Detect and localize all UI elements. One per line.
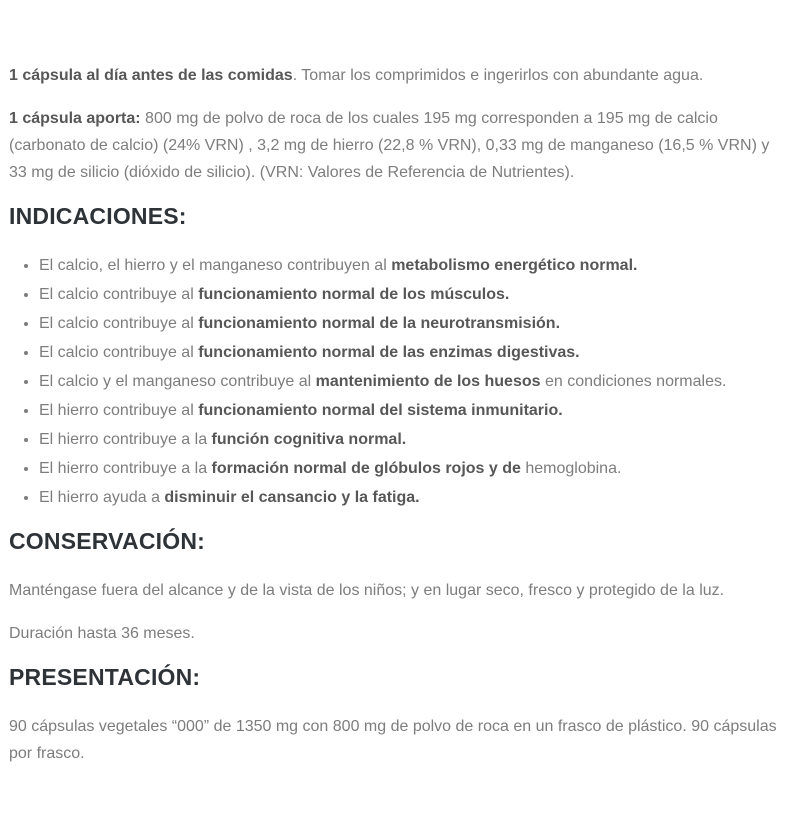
list-item xyxy=(39,397,788,424)
item-bold: formación normal de glóbulos rojos y de xyxy=(211,460,521,477)
item-pre: El hierro contribuye al xyxy=(39,402,199,419)
item-bold: funcionamiento normal de la neurotransmisión. xyxy=(198,315,561,332)
item-bold: metabolismo energético normal. xyxy=(391,257,638,274)
item-pre: El hierro contribuye a la xyxy=(39,431,212,448)
list-item xyxy=(39,484,788,511)
list-item xyxy=(39,281,788,308)
list-item xyxy=(39,455,788,482)
item-post: hemoglobina. xyxy=(520,460,622,477)
list-item xyxy=(39,339,788,366)
section-heading-conservacion: CONSERVACIÓN: xyxy=(9,528,205,554)
presentation-paragraph: 90 cápsulas vegetales “000” de 1350 mg con 800 mg de polvo de roca en un frasco de plástico. 90 cápsulas por frasco. xyxy=(9,718,777,762)
list-item xyxy=(39,426,788,453)
item-pre: El calcio y el manganeso contribuye al xyxy=(39,373,316,390)
list-item xyxy=(39,368,788,395)
list-item xyxy=(39,252,788,279)
item-pre: El calcio contribuye al xyxy=(39,344,199,361)
item-post: en condiciones normales. xyxy=(540,373,727,390)
dosage-lead: 1 cápsula al día antes de las comidas xyxy=(9,67,293,84)
item-pre: El calcio contribuye al xyxy=(39,315,199,332)
section-heading-indicaciones: INDICACIONES: xyxy=(9,203,187,229)
list-item xyxy=(39,310,788,337)
composition-lead: 1 cápsula aporta: xyxy=(9,110,141,127)
composition-paragraph xyxy=(9,105,788,186)
section-heading-presentacion: PRESENTACIÓN: xyxy=(9,664,201,690)
item-pre: El hierro contribuye a la xyxy=(39,460,212,477)
storage-paragraph: Manténgase fuera del alcance y de la vista de los niños; y en lugar seco, fresco y protegido de la luz. xyxy=(9,582,725,599)
item-bold: funcionamiento normal de los músculos. xyxy=(198,286,510,303)
item-pre: El calcio contribuye al xyxy=(39,286,199,303)
item-bold: funcionamiento normal del sistema inmunitario. xyxy=(198,402,563,419)
item-bold: funcionamiento normal de las enzimas digestivas. xyxy=(198,344,580,361)
indicaciones-list xyxy=(9,252,788,511)
item-bold: disminuir el cansancio y la fatiga. xyxy=(164,489,420,506)
dosage-paragraph xyxy=(9,62,788,89)
duration-paragraph: Duración hasta 36 meses. xyxy=(9,625,195,642)
item-pre: El calcio, el hierro y el manganeso contribuyen al xyxy=(39,257,392,274)
item-bold: mantenimiento de los huesos xyxy=(315,373,541,390)
dosage-rest: . Tomar los comprimidos e ingerirlos con abundante agua. xyxy=(292,67,704,84)
composition-rest: 800 mg de polvo de roca de los cuales 195 mg corresponden a 195 mg de calcio (carbonato de calcio) (24% VRN) , 3,2 mg de hierro (22,8 % VRN), 0,33 mg de manganeso (16,5 % VRN) y 33 mg de silicio (dióxido de silicio). (VRN: Valores de Referencia de Nutrientes). xyxy=(9,110,770,181)
item-bold: función cognitiva normal. xyxy=(211,431,407,448)
item-pre: El hierro ayuda a xyxy=(39,489,165,506)
